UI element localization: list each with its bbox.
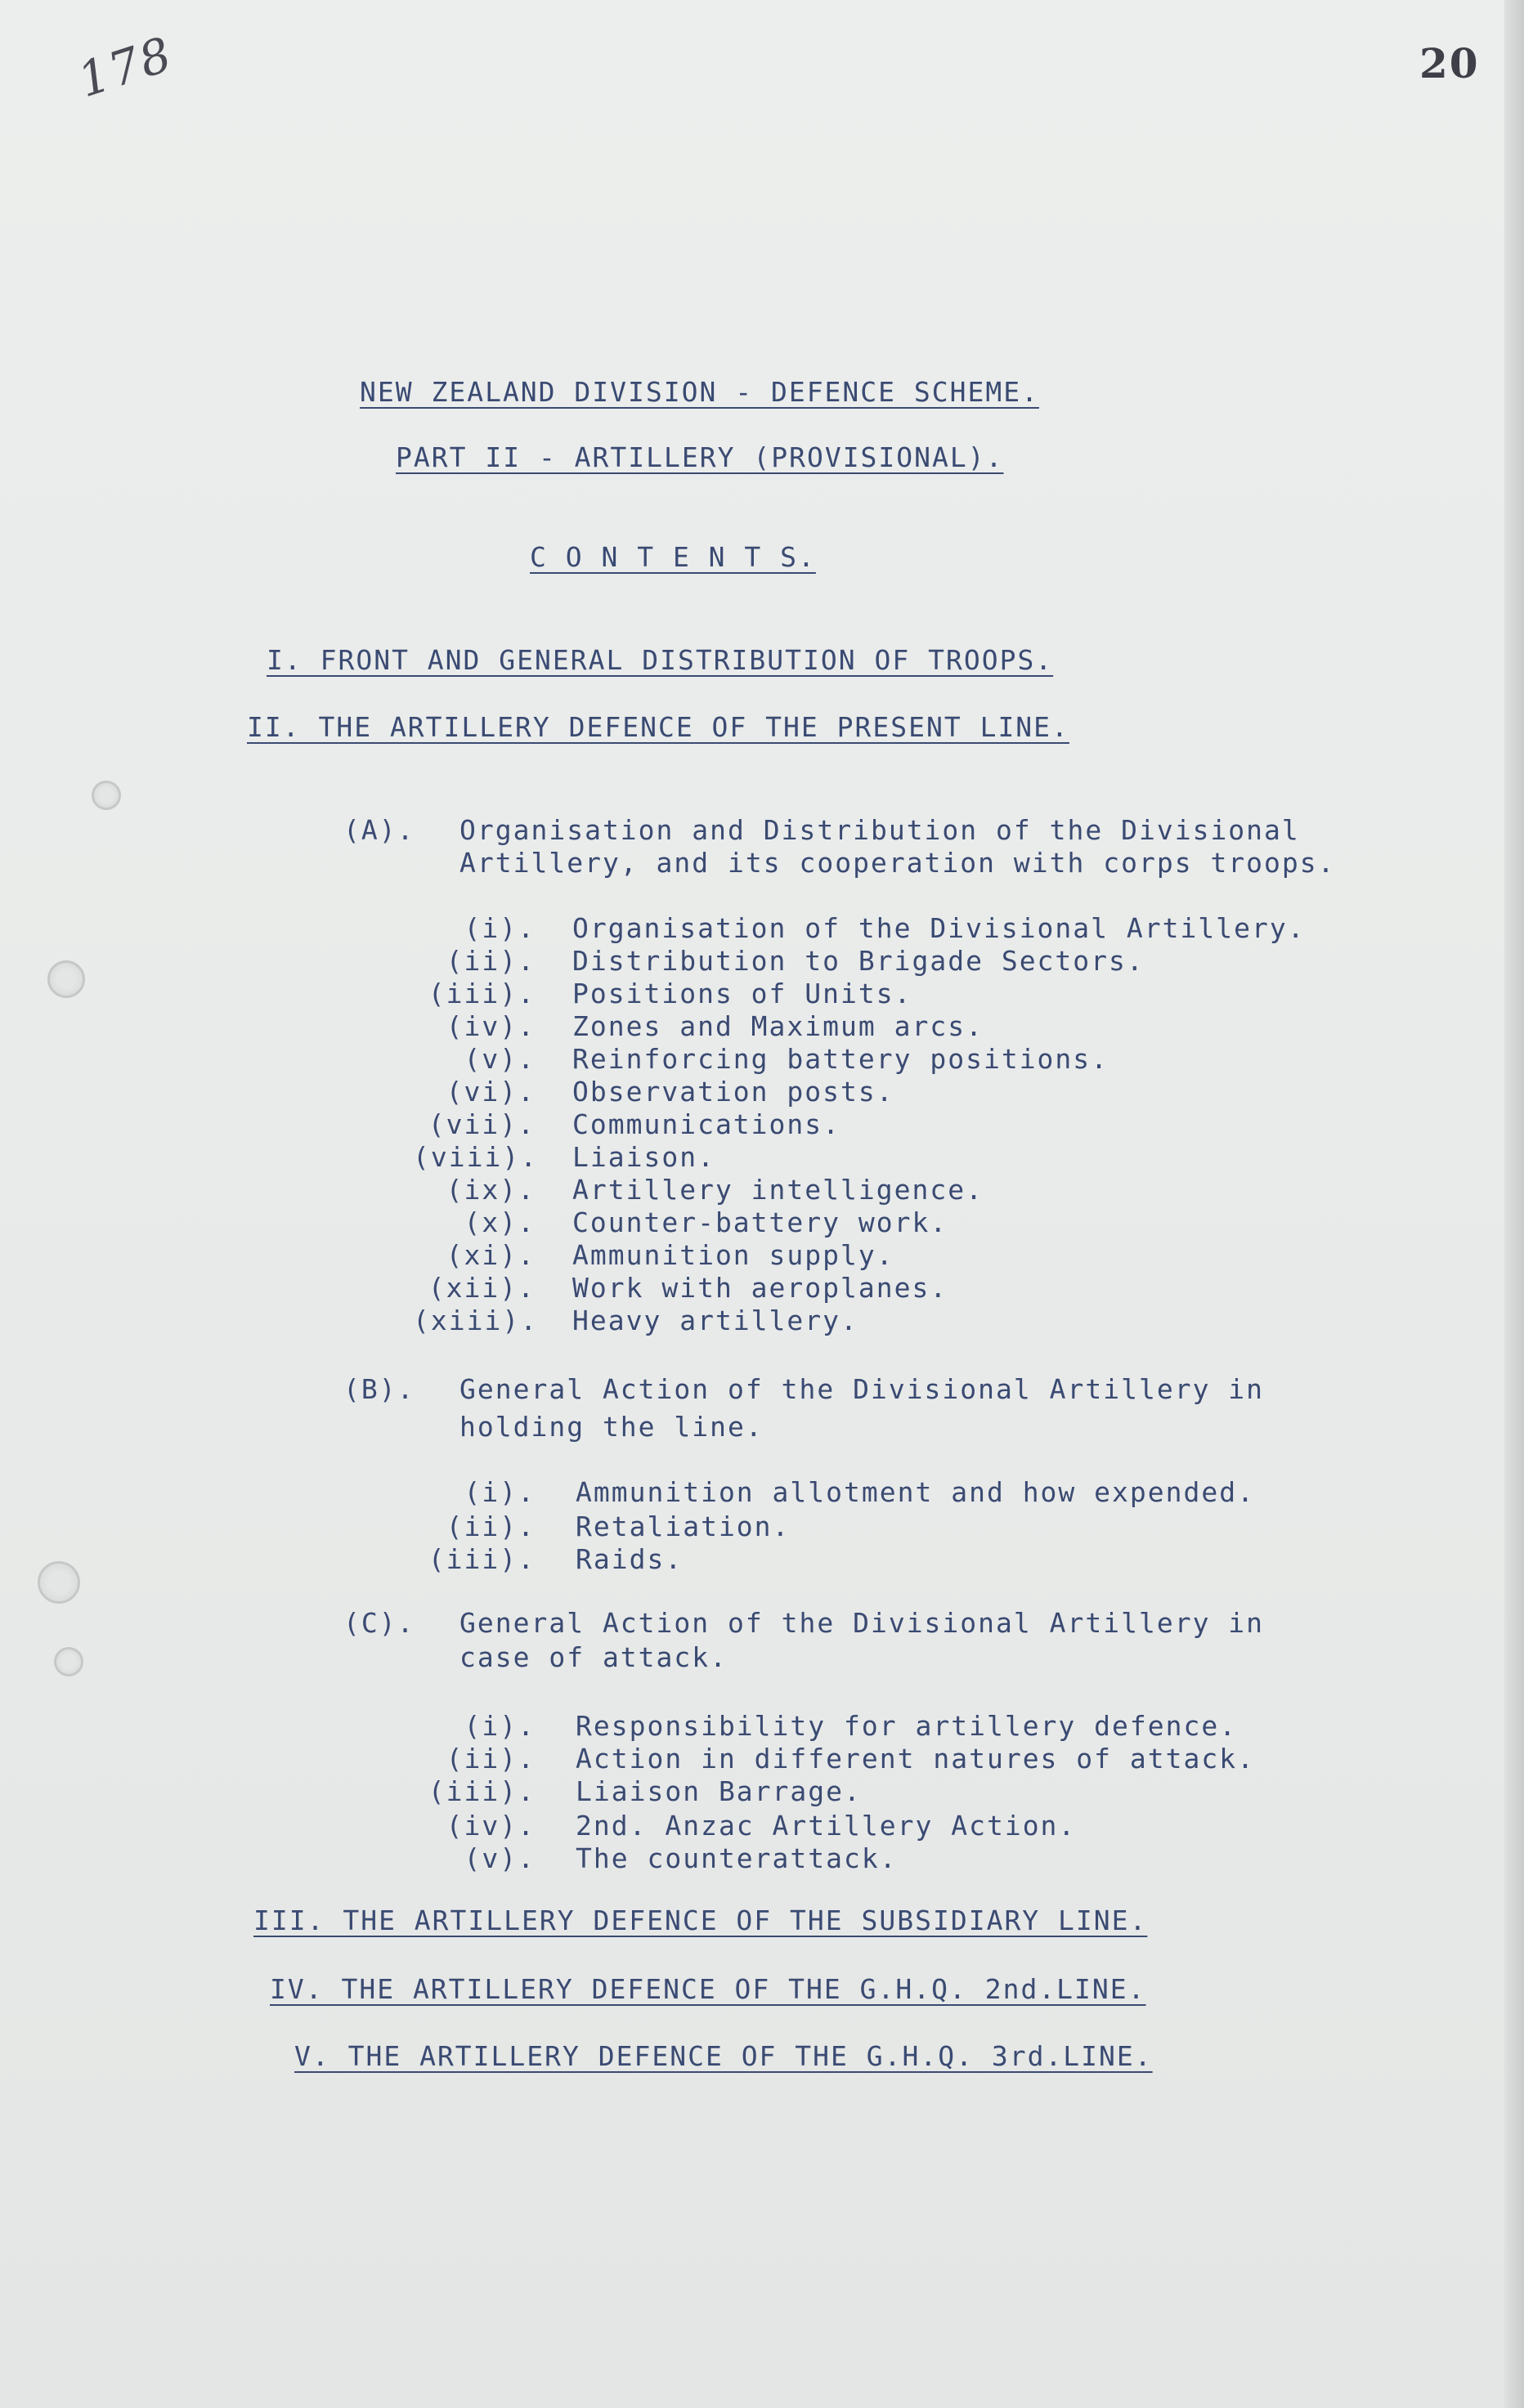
list-item: Reinforcing battery positions. — [572, 1043, 1109, 1075]
list-item: Communications. — [572, 1108, 841, 1140]
part-b-label: (B). — [343, 1373, 415, 1405]
list-item-number: (x). — [464, 1206, 536, 1238]
list-item: The counterattack. — [576, 1842, 898, 1874]
list-item-number: (iii). — [428, 978, 536, 1009]
punch-hole — [47, 960, 85, 998]
list-item: Raids. — [576, 1543, 684, 1575]
list-item-number: (xiii). — [413, 1305, 539, 1336]
list-item: Responsibility for artillery defence. — [576, 1710, 1238, 1742]
list-item: Positions of Units. — [572, 978, 912, 1009]
section-2-heading: II. THE ARTILLERY DEFENCE OF THE PRESENT LINE. — [247, 711, 1069, 743]
list-item: Zones and Maximum arcs. — [572, 1010, 984, 1042]
section-5-heading: V. THE ARTILLERY DEFENCE OF THE G.H.Q. 3rd.LINE. — [294, 2040, 1153, 2072]
list-item-number: (ix). — [446, 1174, 536, 1206]
document-title: NEW ZEALAND DIVISION - DEFENCE SCHEME. — [360, 376, 1039, 408]
list-item-number: (iv). — [446, 1810, 536, 1842]
punch-hole — [92, 781, 121, 810]
part-c-label: (C). — [343, 1607, 415, 1639]
part-b-heading-line2: holding the line. — [459, 1411, 764, 1443]
list-item: 2nd. Anzac Artillery Action. — [576, 1810, 1077, 1842]
list-item-number: (ii). — [446, 945, 536, 977]
list-item: Organisation of the Divisional Artillery. — [572, 912, 1306, 944]
contents-heading: C O N T E N T S. — [530, 541, 816, 573]
part-a-heading-line2: Artillery, and its cooperation with corps troops. — [459, 847, 1336, 879]
punch-hole — [54, 1647, 83, 1676]
section-1-heading: I. FRONT AND GENERAL DISTRIBUTION OF TROOPS. — [267, 644, 1054, 676]
list-item-number: (vi). — [446, 1076, 536, 1108]
list-item: Liaison Barrage. — [576, 1775, 862, 1807]
folio-number: 178 — [71, 25, 180, 109]
list-item: Distribution to Brigade Sectors. — [572, 945, 1145, 977]
section-4-heading: IV. THE ARTILLERY DEFENCE OF THE G.H.Q. 2nd.LINE. — [270, 1973, 1146, 2005]
list-item: Heavy artillery. — [572, 1305, 858, 1336]
list-item: Retaliation. — [576, 1511, 791, 1542]
list-item: Observation posts. — [572, 1076, 894, 1108]
list-item: Ammunition supply. — [572, 1239, 894, 1271]
list-item-number: (viii). — [413, 1141, 539, 1173]
list-item-number: (iv). — [446, 1010, 536, 1042]
list-item-number: (i). — [464, 912, 536, 944]
page-number: 20 — [1419, 39, 1480, 87]
list-item-number: (v). — [464, 1043, 536, 1075]
part-a-heading-line1: Organisation and Distribution of the Divisional — [459, 814, 1300, 846]
list-item-number: (ii). — [446, 1511, 536, 1542]
list-item-number: (vii). — [428, 1108, 536, 1140]
list-item-number: (v). — [464, 1842, 536, 1874]
list-item-number: (xi). — [446, 1239, 536, 1271]
list-item: Ammunition allotment and how expended. — [576, 1476, 1255, 1508]
list-item: Artillery intelligence. — [572, 1174, 984, 1206]
punch-hole — [38, 1561, 80, 1604]
part-c-heading-line2: case of attack. — [459, 1641, 728, 1673]
list-item-number: (iii). — [428, 1775, 536, 1807]
page-edge-shadow — [1504, 0, 1524, 2408]
document-subtitle: PART II - ARTILLERY (PROVISIONAL). — [396, 441, 1004, 473]
list-item-number: (i). — [464, 1476, 536, 1508]
list-item: Action in different natures of attack. — [576, 1743, 1255, 1775]
part-b-heading-line1: General Action of the Divisional Artillery in — [459, 1373, 1265, 1405]
list-item-number: (ii). — [446, 1743, 536, 1775]
section-3-heading: III. THE ARTILLERY DEFENCE OF THE SUBSIDIARY LINE. — [253, 1904, 1148, 1936]
list-item: Liaison. — [572, 1141, 715, 1173]
list-item-number: (i). — [464, 1710, 536, 1742]
list-item: Counter-battery work. — [572, 1206, 948, 1238]
part-a-label: (A). — [343, 814, 415, 846]
list-item: Work with aeroplanes. — [572, 1272, 948, 1304]
list-item-number: (xii). — [428, 1272, 536, 1304]
part-c-heading-line1: General Action of the Divisional Artillery in — [459, 1607, 1265, 1639]
list-item-number: (iii). — [428, 1543, 536, 1575]
